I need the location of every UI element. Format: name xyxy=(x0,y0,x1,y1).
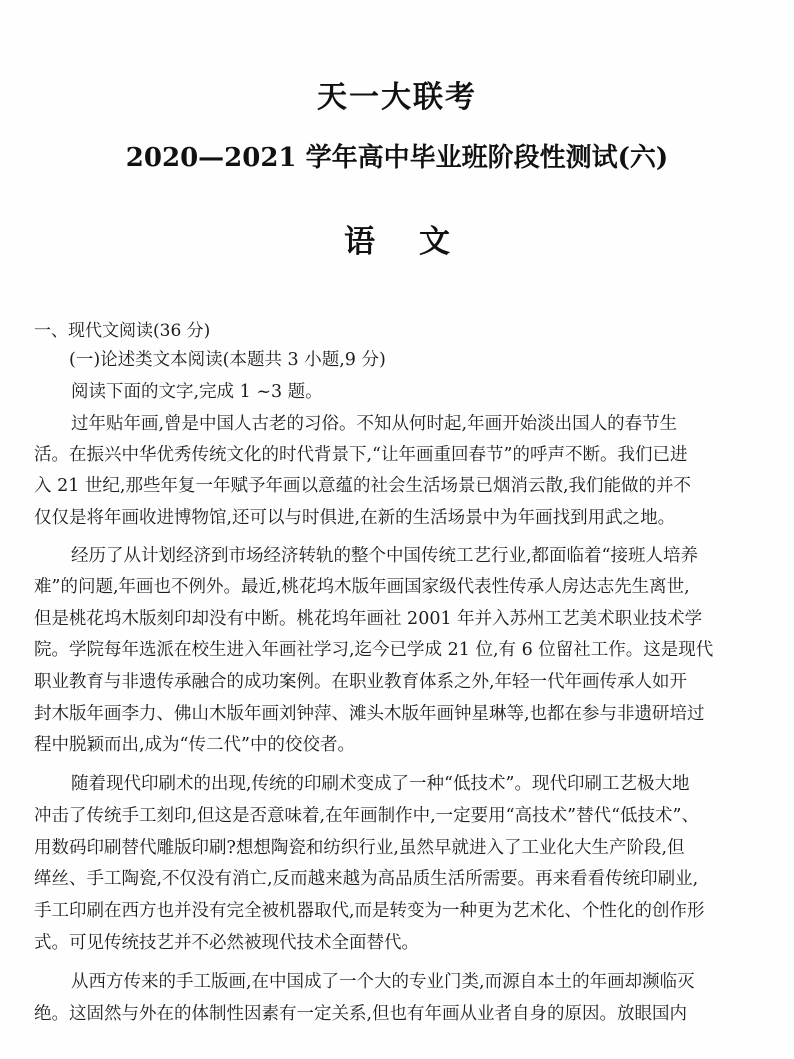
passage-line: 随着现代印刷术的出现,传统的印刷术变成了一种“低技术”。现代印刷工艺极大地 xyxy=(71,774,690,794)
passage-line: 手工印刷在西方也并没有完全被机器取代,而是转变为一种更为艺术化、个性化的创作形 xyxy=(34,901,705,921)
passage-line: 仅仅是将年画收进博物馆,还可以与时俱进,在新的生活场景中为年画找到用武之地。 xyxy=(34,508,676,528)
passage-line: 程中脱颖而出,成为“传二代”中的佼佼者。 xyxy=(34,735,355,755)
passage-line: 经历了从计划经济到市场经济转轨的整个中国传统工艺行业,都面临着“接班人培养 xyxy=(71,546,699,566)
passage-line: 但是桃花坞木版刻印却没有中断。桃花坞年画社 2001 年并入苏州工艺美术职业技术学 xyxy=(34,609,703,629)
passage-line: 缂丝、手工陶瓷,不仅没有消亡,反而越来越为高品质生活所需要。再来看看传统印刷业, xyxy=(34,869,699,889)
reading-instruction: 阅读下面的文字,完成 1 ~3 题。 xyxy=(71,382,323,402)
passage-line: 过年贴年画,曾是中国人古老的习俗。不知从何时起,年画开始淡出国人的春节生 xyxy=(71,414,678,434)
section-heading: 一、现代文阅读(36 分) xyxy=(34,321,211,341)
passage-line: 活。在振兴中华优秀传统文化的时代背景下,“让年画重回春节”的呼声不断。我们已进 xyxy=(34,445,688,465)
passage-line: 院。学院每年选派在校生进入年画社学习,迄今已学成 21 位,有 6 位留社工作。这是现代 xyxy=(34,640,714,660)
passage-line: 式。可见传统技艺并不必然被现代技术全面替代。 xyxy=(34,933,419,953)
passage-line: 难”的问题,年画也不例外。最近,桃花坞木版年画国家级代表性传承人房达志先生离世, xyxy=(34,577,690,597)
passage-line: 用数码印刷替代雕版印刷?想想陶瓷和纺织行业,虽然早就进入了工业化大生产阶段,但 xyxy=(34,838,685,858)
passage-line: 绝。这固然与外在的体制性因素有一定关系,但也有年画从业者自身的原因。放眼国内 xyxy=(34,1004,688,1024)
exam-title: 2020—2021 学年高中毕业班阶段性测试(六) xyxy=(125,143,669,173)
passage-line: 从西方传来的手工版画,在中国成了一个大的专业门类,而源自本土的年画却濒临灭 xyxy=(71,972,695,992)
passage-line: 职业教育与非遗传承融合的成功案例。在职业教育体系之外,年轻一代年画传承人如开 xyxy=(34,672,688,692)
subsection-heading: (一)论述类文本阅读(本题共 3 小题,9 分) xyxy=(69,350,386,370)
passage-line: 入 21 世纪,那些年复一年赋予年画以意蕴的社会生活场景已烟消云散,我们能做的并不 xyxy=(34,476,692,496)
exam-name: 天一大联考 xyxy=(317,80,477,115)
subject-title: 语文 xyxy=(344,224,494,260)
passage-line: 冲击了传统手工刻印,但这是否意味着,在年画制作中,一定要用“高技术”替代“低技术”、 xyxy=(34,806,699,826)
passage-line: 封木版年画李力、佛山木版年画刘钟萍、滩头木版年画钟星琳等,也都在参与非遗研培过 xyxy=(34,704,705,724)
